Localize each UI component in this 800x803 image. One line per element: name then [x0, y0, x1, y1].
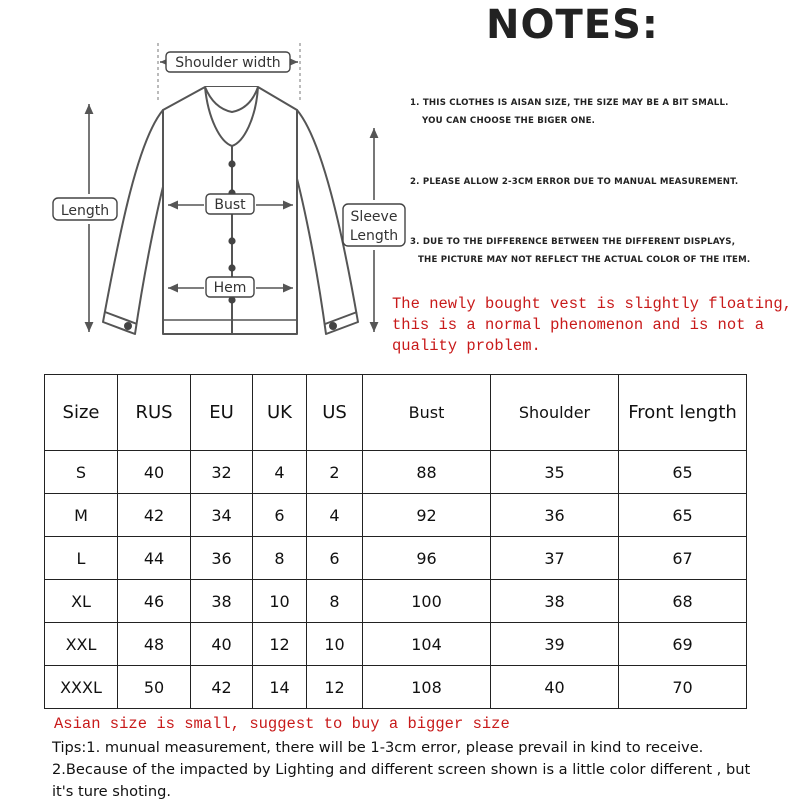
table-cell: 69 [619, 623, 747, 666]
tips-line-3: it's ture shoting. [52, 783, 172, 800]
shoulder-width-label: Shoulder width [175, 55, 281, 71]
header-front-length: Front length [619, 375, 747, 451]
table-cell: 6 [307, 537, 363, 580]
length-label: Length [60, 203, 110, 219]
table-cell: 68 [619, 580, 747, 623]
table-cell: 4 [253, 451, 307, 494]
note-2-line-1: 2. PLEASE ALLOW 2-3CM ERROR DUE TO MANUAL MEASUREMENT. [410, 177, 739, 187]
header-size: Size [45, 375, 118, 451]
tips-block [52, 737, 750, 803]
table-cell: 8 [253, 537, 307, 580]
table-cell: 35 [491, 451, 619, 494]
table-cell: 44 [118, 537, 191, 580]
table-cell: 92 [363, 494, 491, 537]
table-cell: 37 [491, 537, 619, 580]
table-cell: XXXL [45, 666, 118, 709]
table-cell: 46 [118, 580, 191, 623]
table-cell: 108 [363, 666, 491, 709]
table-cell: 39 [491, 623, 619, 666]
asian-size-note: Asian size is small, suggest to buy a bigger size [54, 715, 510, 733]
table-cell: 8 [307, 580, 363, 623]
hem-label: Hem [213, 280, 247, 296]
table-cell: 4 [307, 494, 363, 537]
floating-vest-note [392, 294, 792, 357]
cuff-button-icon [329, 322, 337, 330]
table-cell: M [45, 494, 118, 537]
floating-vest-note-line-3: quality problem. [392, 337, 541, 355]
table-cell: 10 [307, 623, 363, 666]
note-3-line-2: THE PICTURE MAY NOT REFLECT THE ACTUAL COLOR OF THE ITEM. [418, 255, 751, 265]
table-cell: XXL [45, 623, 118, 666]
table-cell: 65 [619, 494, 747, 537]
table-cell: 40 [118, 451, 191, 494]
table-cell: 96 [363, 537, 491, 580]
table-cell: S [45, 451, 118, 494]
note-1-line-1: 1. THIS CLOTHES IS AISAN SIZE, THE SIZE MAY BE A BIT SMALL. [410, 98, 729, 108]
table-cell: 42 [118, 494, 191, 537]
tips-line-1: Tips:1. munual measurement, there will be 1-3cm error, please prevail in kind to receive. [52, 739, 704, 756]
table-cell: 36 [191, 537, 253, 580]
note-3-line-1: 3. DUE TO THE DIFFERENCE BETWEEN THE DIFFERENT DISPLAYS, [410, 237, 736, 247]
table-cell: 12 [253, 623, 307, 666]
table-cell: 10 [253, 580, 307, 623]
cuff-button-icon [124, 322, 132, 330]
note-2 [410, 173, 738, 191]
table-row [45, 451, 747, 494]
table-cell: 100 [363, 580, 491, 623]
table-cell: 65 [619, 451, 747, 494]
tips-line-2: 2.Because of the impacted by Lighting and different screen shown is a little color different , but [52, 761, 751, 778]
table-cell: 38 [491, 580, 619, 623]
table-row [45, 494, 747, 537]
size-chart-table [44, 374, 747, 709]
sleeve-length-label-line1: Sleeve [350, 209, 398, 225]
table-cell: 40 [491, 666, 619, 709]
table-cell: 48 [118, 623, 191, 666]
note-1 [410, 94, 729, 130]
table-cell: 50 [118, 666, 191, 709]
note-3 [410, 233, 750, 269]
table-row [45, 666, 747, 709]
table-cell: 67 [619, 537, 747, 580]
floating-vest-note-line-1: The newly bought vest is slightly floating, [392, 295, 792, 313]
table-cell: 34 [191, 494, 253, 537]
header-bust: Bust [363, 375, 491, 451]
header-rus: RUS [118, 375, 191, 451]
table-cell: 40 [191, 623, 253, 666]
floating-vest-note-line-2: this is a normal phenomenon and is not a [392, 316, 765, 334]
header-uk: UK [253, 375, 307, 451]
note-1-line-2: YOU CAN CHOOSE THE BIGER ONE. [422, 116, 596, 126]
table-cell: 42 [191, 666, 253, 709]
table-row [45, 537, 747, 580]
header-shoulder: Shoulder [491, 375, 619, 451]
table-cell: 14 [253, 666, 307, 709]
table-cell: 88 [363, 451, 491, 494]
table-cell: 32 [191, 451, 253, 494]
table-row [45, 623, 747, 666]
notes-title: NOTES: [486, 2, 659, 48]
table-header-row [45, 375, 747, 451]
sleeve-length-label-line2: Length [349, 228, 399, 244]
table-cell: XL [45, 580, 118, 623]
table-cell: 36 [491, 494, 619, 537]
table-cell: 12 [307, 666, 363, 709]
table-cell: 104 [363, 623, 491, 666]
header-eu: EU [191, 375, 253, 451]
table-cell: 38 [191, 580, 253, 623]
table-cell: 6 [253, 494, 307, 537]
table-cell: L [45, 537, 118, 580]
table-cell: 70 [619, 666, 747, 709]
bust-label: Bust [214, 197, 246, 213]
table-row [45, 580, 747, 623]
table-cell: 2 [307, 451, 363, 494]
header-us: US [307, 375, 363, 451]
